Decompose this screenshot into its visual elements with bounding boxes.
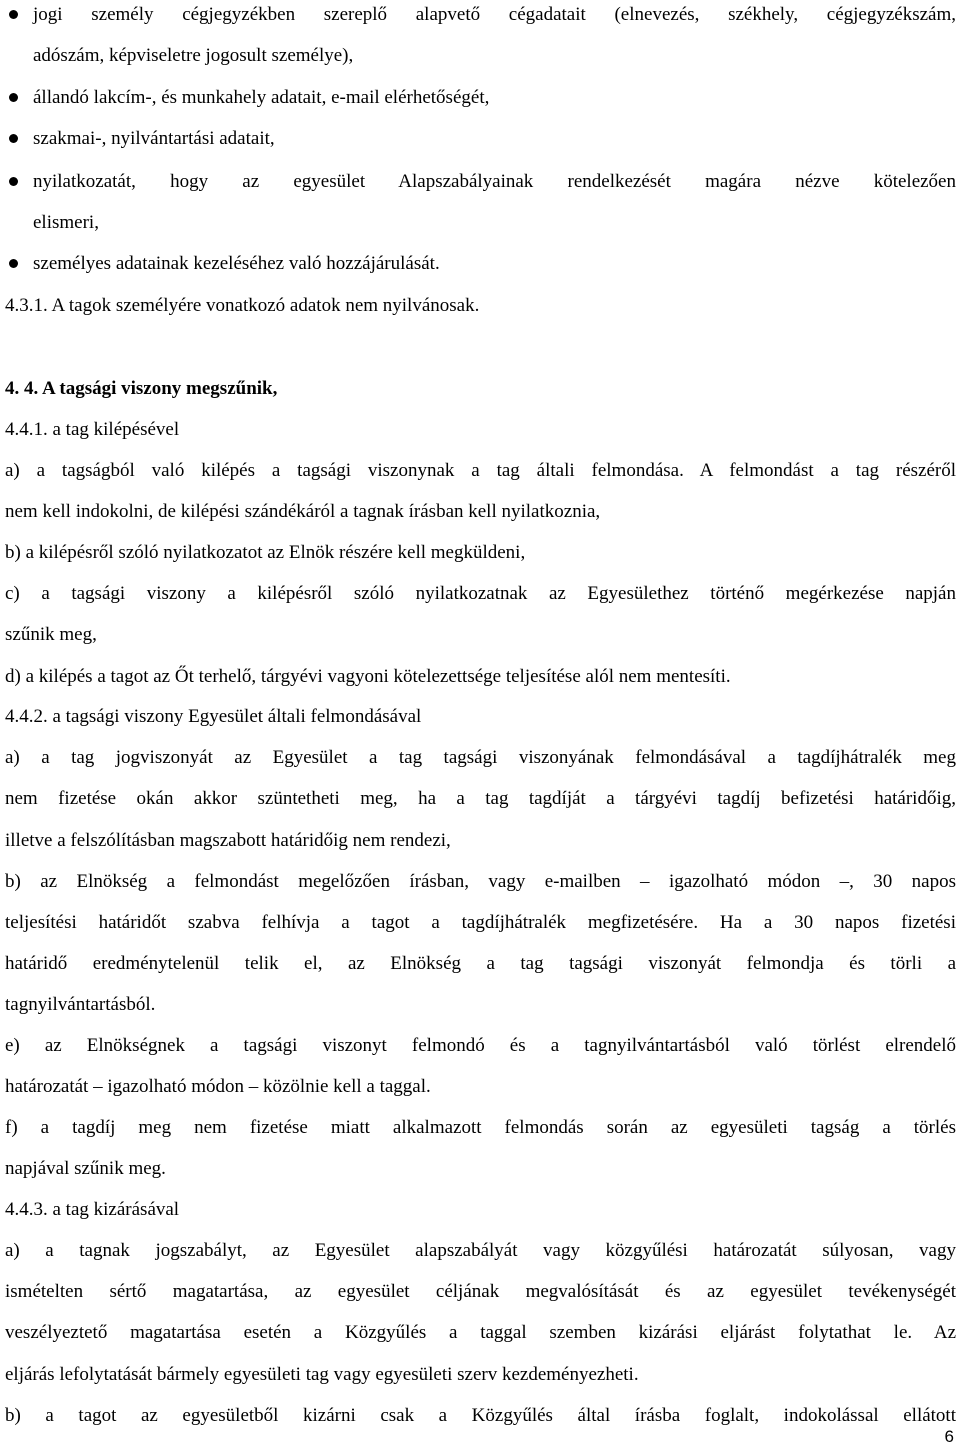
section-heading: 4.3.1. A tagok személyére vonatkozó adatok nem nyilvánosak. (5, 295, 480, 316)
paragraph-line: b) az Elnökség a felmondást megelőzően írásban, vagy e-mailben – igazolható módon –, 30 napos (5, 871, 956, 892)
paragraph-line: határozatát – igazolható módon – közölnie kell a taggal. (5, 1076, 431, 1097)
list-item-continuation: elismeri, (33, 212, 99, 233)
bullet-icon (9, 177, 18, 186)
list-item: szakmai-, nyilvántartási adatait, (33, 128, 275, 149)
subsection-heading: 4.4.1. a tag kilépésével (5, 419, 180, 440)
list-item-continuation: adószám, képviseletre jogosult személye), (33, 45, 354, 66)
paragraph-line: f) a tagdíj meg nem fizetése miatt alkalmazott felmondás során az egyesületi tagság a törlés (5, 1117, 956, 1138)
section-heading: 4. 4. A tagsági viszony megszűnik, (5, 378, 278, 399)
paragraph-line: a) a tagságból való kilépés a tagsági viszonynak a tag általi felmondása. A felmondást a tag részéről (5, 460, 956, 481)
paragraph-line: nem kell indokolni, de kilépési szándékáról a tagnak írásban kell nyilatkoznia, (5, 501, 601, 522)
list-item: állandó lakcím-, és munkahely adatait, e-mail elérhetőségét, (33, 87, 490, 108)
paragraph-line: tagnyilvántartásból. (5, 994, 156, 1015)
list-item: nyilatkozatát, hogy az egyesület Alapszabályainak rendelkezését magára nézve kötelezően (33, 171, 956, 192)
subsection-heading: 4.4.2. a tagsági viszony Egyesület általi felmondásával (5, 706, 422, 727)
paragraph-line: ismételten sértő magatartása, az egyesület céljának megvalósítását és az egyesület tevékenységét (5, 1281, 956, 1302)
paragraph-line: e) az Elnökségnek a tagsági viszonyt felmondó és a tagnyilvántartásból való törlést elrendelő (5, 1035, 956, 1056)
list-item: személyes adatainak kezeléséhez való hozzájárulását. (33, 253, 440, 274)
paragraph-line: illetve a felszólításban magszabott határidőig nem rendezi, (5, 830, 451, 851)
bullet-icon (9, 259, 18, 268)
paragraph-line: veszélyeztető magatartása esetén a Közgyűlés a taggal szemben kizárási eljárást folytathat le. Az (5, 1322, 956, 1343)
bullet-icon (9, 10, 18, 19)
paragraph-line: a) a tagnak jogszabályt, az Egyesület alapszabályát vagy közgyűlési határozatát súlyosan, vagy (5, 1240, 956, 1261)
paragraph-line: napjával szűnik meg. (5, 1158, 166, 1179)
paragraph-line: d) a kilépés a tagot az Őt terhelő, tárgyévi vagyoni kötelezettsége teljesítése alól nem mentesíti. (5, 666, 731, 687)
paragraph-line: b) a tagot az egyesületből kizárni csak a Közgyűlés által írásba foglalt, indokolással ellátott (5, 1405, 956, 1426)
paragraph-line: nem fizetése okán akkor szüntetheti meg, ha a tag tagdíját a tárgyévi tagdíj befizetési határidőig, (5, 788, 956, 809)
page-number: 6 (944, 1427, 954, 1446)
paragraph-line: eljárás lefolytatását bármely egyesületi tag vagy egyesületi szerv kezdeményezheti. (5, 1364, 639, 1385)
list-item: jogi személy cégjegyzékben szereplő alapvető cégadatait (elnevezés, székhely, cégjegyzékszám, (33, 4, 956, 25)
paragraph-line: szűnik meg, (5, 624, 97, 645)
subsection-heading: 4.4.3. a tag kizárásával (5, 1199, 180, 1220)
paragraph-line: teljesítési határidőt szabva felhívja a tagot a tagdíjhátralék megfizetésére. Ha a 30 napos fizetési (5, 912, 956, 933)
bullet-icon (9, 93, 18, 102)
paragraph-line: a) a tag jogviszonyát az Egyesület a tag tagsági viszonyának felmondásával a tagdíjhátralék meg (5, 747, 956, 768)
paragraph-line: c) a tagsági viszony a kilépésről szóló nyilatkozatnak az Egyesülethez történő megérkezése napján (5, 583, 956, 604)
paragraph-line: b) a kilépésről szóló nyilatkozatot az Elnök részére kell megküldeni, (5, 542, 526, 563)
bullet-icon (9, 134, 18, 143)
paragraph-line: határidő eredménytelenül telik el, az Elnökség a tag tagsági viszonyát felmondja és törli a (5, 953, 956, 974)
